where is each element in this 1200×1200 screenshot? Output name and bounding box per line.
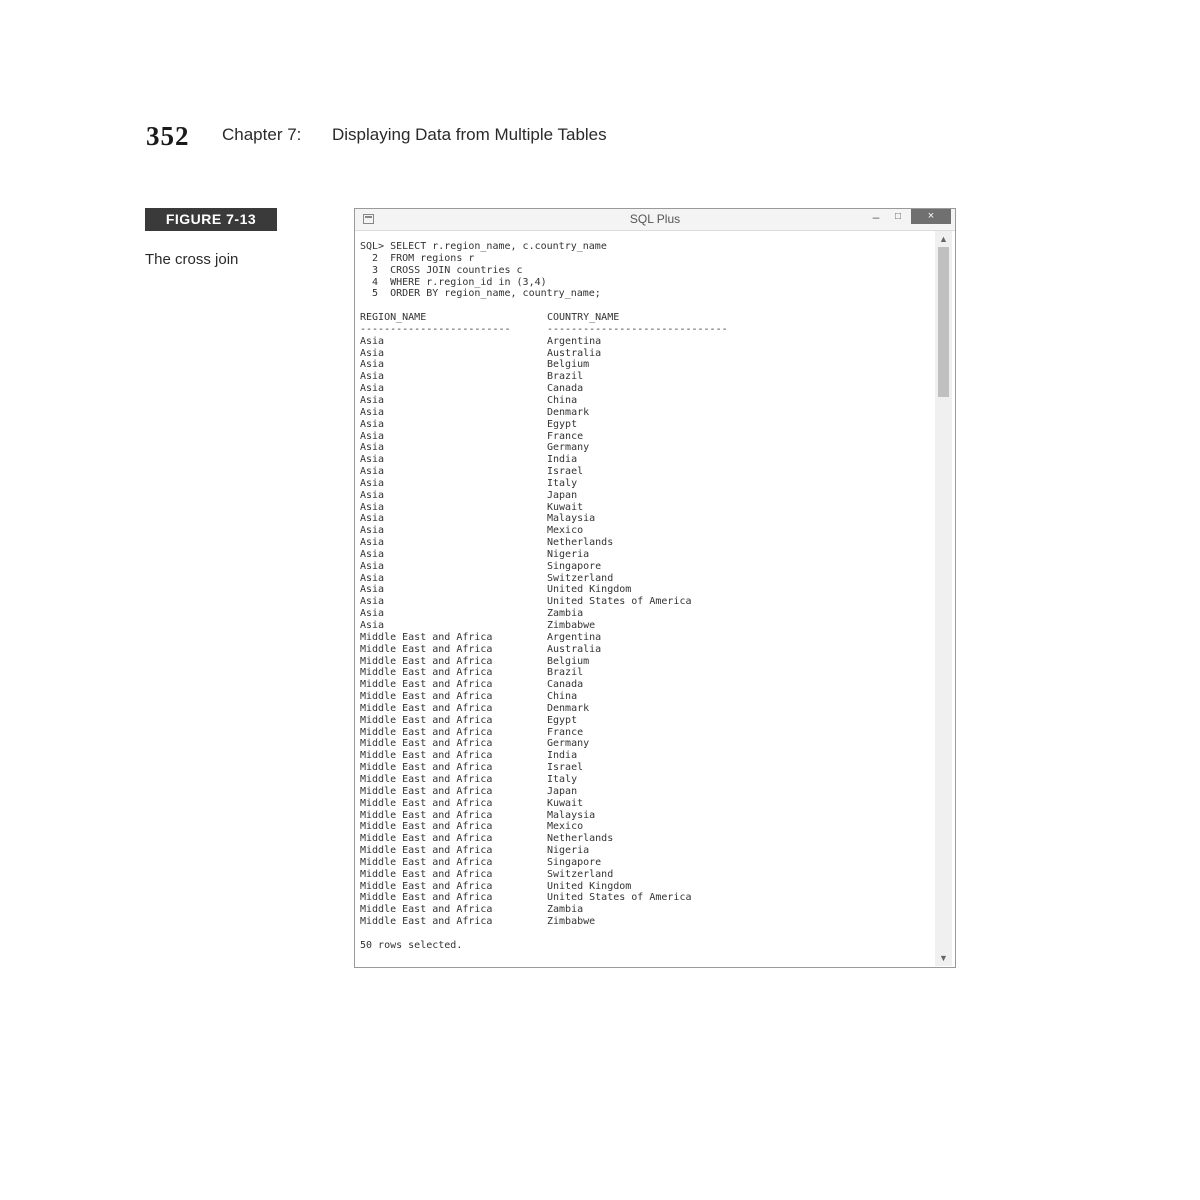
country-name-cell: Belgium <box>547 655 590 667</box>
sql-line: 2 FROM regions r <box>360 252 475 264</box>
table-row <box>360 833 930 845</box>
scroll-up-arrow-icon[interactable]: ▲ <box>939 234 948 244</box>
region-name-cell: Asia <box>360 406 385 418</box>
country-name-cell: Singapore <box>547 856 602 868</box>
country-name-cell: Australia <box>547 347 602 359</box>
table-row <box>360 620 930 632</box>
table-row <box>360 656 930 668</box>
rows-selected-footer: 50 rows selected. <box>360 939 463 951</box>
country-name-cell: Kuwait <box>547 501 584 513</box>
region-name-cell: Asia <box>360 525 385 537</box>
table-row <box>360 419 930 431</box>
table-row <box>360 584 930 596</box>
country-name-cell: Singapore <box>547 560 602 572</box>
region-name-cell: Asia <box>360 442 385 454</box>
table-row <box>360 750 930 762</box>
region-name-cell: Middle East and Africa <box>360 750 493 762</box>
country-name-cell: Denmark <box>547 702 590 714</box>
separator-region: ------------------------- <box>360 323 511 335</box>
region-name-cell: Asia <box>360 608 385 620</box>
region-name-cell: Asia <box>360 584 385 596</box>
country-name-cell: Zimbabwe <box>547 620 596 631</box>
country-name-cell: France <box>547 726 584 738</box>
scroll-down-arrow-icon[interactable]: ▼ <box>939 953 948 963</box>
country-name-cell: Italy <box>547 477 578 489</box>
country-name-cell: Nigeria <box>547 548 590 560</box>
country-name-cell: Australia <box>547 643 602 655</box>
region-name-cell: Asia <box>360 572 385 584</box>
region-name-cell: Middle East and Africa <box>360 714 493 726</box>
table-row <box>360 537 930 549</box>
table-row <box>360 383 930 395</box>
table-row <box>360 644 930 656</box>
table-row <box>360 857 930 869</box>
table-row <box>360 608 930 620</box>
table-row <box>360 359 930 371</box>
table-row <box>360 667 930 679</box>
window-title: SQL Plus <box>629 212 681 226</box>
table-row <box>360 478 930 490</box>
region-name-cell: Asia <box>360 466 385 478</box>
country-name-cell: United Kingdom <box>547 584 632 596</box>
table-row <box>360 679 930 691</box>
country-name-cell: Egypt <box>547 418 578 430</box>
figure-label: FIGURE 7-13 <box>145 208 277 231</box>
scrollbar-thumb[interactable] <box>938 247 949 397</box>
table-row <box>360 454 930 466</box>
country-name-cell: Israel <box>547 762 584 774</box>
region-name-cell: Asia <box>360 501 385 513</box>
country-name-cell: Zambia <box>547 904 584 916</box>
region-name-cell: Asia <box>360 383 385 395</box>
table-row <box>360 502 930 514</box>
close-button[interactable]: × <box>911 209 951 224</box>
country-name-cell: Japan <box>547 785 578 797</box>
country-name-cell: Canada <box>547 679 584 691</box>
country-name-cell: Germany <box>547 442 590 454</box>
country-name-cell: Kuwait <box>547 797 584 809</box>
country-name-cell: United Kingdom <box>547 880 632 892</box>
region-name-cell: Asia <box>360 513 385 525</box>
table-row <box>360 573 930 585</box>
region-name-cell: Middle East and Africa <box>360 797 493 809</box>
table-row <box>360 442 930 454</box>
header-region-name: REGION_NAME <box>360 312 427 324</box>
region-name-cell: Asia <box>360 477 385 489</box>
country-name-cell: Mexico <box>547 525 584 537</box>
region-name-cell: Asia <box>360 371 385 383</box>
table-row <box>360 810 930 822</box>
table-row <box>360 336 930 348</box>
country-name-cell: Israel <box>547 466 584 478</box>
table-row <box>360 561 930 573</box>
table-row <box>360 632 930 644</box>
region-name-cell: Middle East and Africa <box>360 702 493 714</box>
country-name-cell: France <box>547 430 584 442</box>
country-name-cell: Argentina <box>547 335 602 347</box>
table-row <box>360 786 930 798</box>
region-name-cell: Asia <box>360 537 385 549</box>
region-name-cell: Middle East and Africa <box>360 773 493 785</box>
sql-line: 3 CROSS JOIN countries c <box>360 264 523 276</box>
table-row <box>360 916 930 928</box>
country-name-cell: Switzerland <box>547 572 614 584</box>
column-headers <box>360 312 930 324</box>
region-name-cell: Middle East and Africa <box>360 631 493 643</box>
chapter-title: Displaying Data from Multiple Tables <box>332 125 607 144</box>
region-name-cell: Middle East and Africa <box>360 655 493 667</box>
figure-caption: The cross join <box>145 251 239 268</box>
region-name-cell: Middle East and Africa <box>360 845 493 857</box>
country-name-cell: United States of America <box>547 892 692 904</box>
result-rows <box>360 336 930 928</box>
region-name-cell: Asia <box>360 430 385 442</box>
country-name-cell: Nigeria <box>547 845 590 857</box>
header-country-name: COUNTRY_NAME <box>547 312 620 324</box>
country-name-cell: Brazil <box>547 667 584 679</box>
country-name-cell: China <box>547 691 578 703</box>
region-name-cell: Middle East and Africa <box>360 679 493 691</box>
country-name-cell: Italy <box>547 773 578 785</box>
table-row <box>360 466 930 478</box>
table-row <box>360 703 930 715</box>
table-row <box>360 371 930 383</box>
country-name-cell: Germany <box>547 738 590 750</box>
country-name-cell: India <box>547 454 578 466</box>
country-name-cell: Netherlands <box>547 537 614 549</box>
region-name-cell: Middle East and Africa <box>360 868 493 880</box>
country-name-cell: Brazil <box>547 371 584 383</box>
region-name-cell: Middle East and Africa <box>360 691 493 703</box>
sqlplus-window <box>354 208 956 968</box>
minimize-button[interactable]: – <box>872 210 880 224</box>
console-output[interactable] <box>360 241 930 959</box>
region-name-cell: Asia <box>360 347 385 359</box>
sql-line: 5 ORDER BY region_name, country_name; <box>360 288 601 300</box>
table-row <box>360 727 930 739</box>
region-name-cell: Asia <box>360 418 385 430</box>
sql-line: 4 WHERE r.region_id in (3,4) <box>360 276 547 288</box>
region-name-cell: Middle East and Africa <box>360 833 493 845</box>
country-name-cell: Switzerland <box>547 868 614 880</box>
region-name-cell: Asia <box>360 620 385 631</box>
country-name-cell: Belgium <box>547 359 590 371</box>
region-name-cell: Asia <box>360 359 385 371</box>
country-name-cell: Zambia <box>547 608 584 620</box>
country-name-cell: Japan <box>547 489 578 501</box>
region-name-cell: Middle East and Africa <box>360 880 493 892</box>
country-name-cell: India <box>547 750 578 762</box>
country-name-cell: Denmark <box>547 406 590 418</box>
table-row <box>360 525 930 537</box>
region-name-cell: Asia <box>360 335 385 347</box>
table-row <box>360 596 930 608</box>
chapter-label: Chapter 7: <box>222 125 302 144</box>
table-row <box>360 881 930 893</box>
country-name-cell: Netherlands <box>547 833 614 845</box>
title-bar[interactable] <box>355 209 955 231</box>
region-name-cell: Middle East and Africa <box>360 726 493 738</box>
table-row <box>360 715 930 727</box>
table-row <box>360 407 930 419</box>
region-name-cell: Middle East and Africa <box>360 738 493 750</box>
region-name-cell: Middle East and Africa <box>360 821 493 833</box>
region-name-cell: Middle East and Africa <box>360 643 493 655</box>
region-name-cell: Middle East and Africa <box>360 762 493 774</box>
region-name-cell: Middle East and Africa <box>360 904 493 916</box>
country-name-cell: United States of America <box>547 596 692 608</box>
region-name-cell: Asia <box>360 596 385 608</box>
country-name-cell: Malaysia <box>547 809 596 821</box>
region-name-cell: Middle East and Africa <box>360 667 493 679</box>
table-row <box>360 691 930 703</box>
region-name-cell: Middle East and Africa <box>360 809 493 821</box>
table-row <box>360 348 930 360</box>
region-name-cell: Asia <box>360 489 385 501</box>
country-name-cell: Egypt <box>547 714 578 726</box>
region-name-cell: Middle East and Africa <box>360 785 493 797</box>
table-row <box>360 869 930 881</box>
country-name-cell: Malaysia <box>547 513 596 525</box>
region-name-cell: Asia <box>360 394 385 406</box>
table-row <box>360 395 930 407</box>
region-name-cell: Middle East and Africa <box>360 856 493 868</box>
sql-line: SQL> SELECT r.region_name, c.country_name <box>360 241 607 252</box>
table-row <box>360 798 930 810</box>
separator-country: ------------------------------ <box>547 323 728 335</box>
maximize-button[interactable]: □ <box>894 211 902 222</box>
page-number: 352 <box>146 121 190 151</box>
table-row <box>360 904 930 916</box>
country-name-cell: Argentina <box>547 631 602 643</box>
table-row <box>360 774 930 786</box>
header-separator <box>360 324 930 336</box>
table-row <box>360 431 930 443</box>
region-name-cell: Middle East and Africa <box>360 892 493 904</box>
table-row <box>360 549 930 561</box>
table-row <box>360 821 930 833</box>
region-name-cell: Asia <box>360 560 385 572</box>
country-name-cell: Zimbabwe <box>547 916 596 928</box>
table-row <box>360 490 930 502</box>
vertical-scrollbar[interactable] <box>935 231 952 966</box>
country-name-cell: Mexico <box>547 821 584 833</box>
country-name-cell: Canada <box>547 383 584 395</box>
table-row <box>360 892 930 904</box>
region-name-cell: Asia <box>360 548 385 560</box>
region-name-cell: Middle East and Africa <box>360 916 493 928</box>
table-row <box>360 845 930 857</box>
table-row <box>360 738 930 750</box>
region-name-cell: Asia <box>360 454 385 466</box>
table-row <box>360 762 930 774</box>
table-row <box>360 513 930 525</box>
country-name-cell: China <box>547 394 578 406</box>
